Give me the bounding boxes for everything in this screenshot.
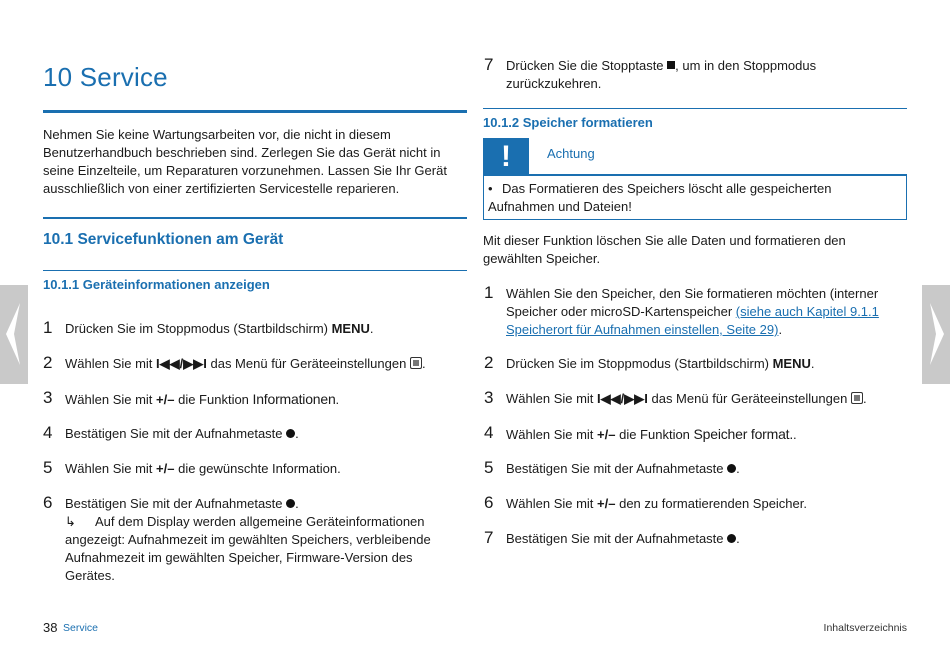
step-1: 1 Drücken Sie im Stoppmodus (Startbildschirm) MENU.	[43, 318, 374, 337]
previous-page-button[interactable]	[0, 285, 28, 384]
settings-icon	[410, 357, 422, 369]
format-step-5: 5 Bestätigen Sie mit der Aufnahmetaste .	[484, 458, 740, 477]
next-page-button[interactable]	[922, 285, 950, 384]
step-7-stop: 7 Drücken Sie die Stopptaste , um in den Stoppmodus zurückzukehren.	[484, 55, 817, 91]
subsection-rule-format	[483, 108, 907, 109]
record-button-icon	[286, 429, 295, 438]
format-step-1: 1 Wählen Sie den Speicher, den Sie formatieren möchten (interner Speicher oder microSD-Kartenspeicher (siehe auch Kapitel 9.1.1 Speicherort für Aufnahmen einstellen, Seite 29).	[484, 283, 879, 337]
format-step-3: 3 Wählen Sie mit I◀◀/▶▶I das Menü für Geräteeinstellungen .	[484, 388, 867, 407]
warning-title: Achtung	[547, 146, 595, 161]
chevron-left-icon	[0, 285, 28, 384]
chevron-right-icon	[922, 285, 950, 384]
settings-icon	[851, 392, 863, 404]
format-intro: Mit dieser Funktion löschen Sie alle Daten und formatieren den gewählten Speicher.	[483, 233, 846, 266]
stop-button-icon	[667, 61, 675, 69]
warning-text: • Das Formatieren des Speichers löscht alle gespeicherten Aufnahmen und Dateien!	[488, 181, 832, 214]
chapter-rule	[43, 110, 467, 113]
record-button-icon	[727, 534, 736, 543]
page-number: 38	[43, 620, 58, 635]
page-section-label: Service	[63, 622, 99, 634]
record-button-icon	[727, 464, 736, 473]
subsection-title-info: 10.1.1 Geräteinformationen anzeigen	[43, 277, 270, 292]
step-6-result: ↳ Auf dem Display werden allgemeine Geräteinformationen angezeigt: Aufnahmezeit im gewählten Speichers, verbleibende Aufnahmezeit im gewählten Speicher, Firmware-Version des Gerätes.	[65, 514, 431, 583]
section-title: 10.1 Servicefunktionen am Gerät	[43, 231, 284, 248]
format-step-7: 7 Bestätigen Sie mit der Aufnahmetaste .	[484, 528, 740, 547]
subsection-title-format: 10.1.2 Speicher formatieren	[483, 115, 653, 130]
intro-paragraph: Nehmen Sie keine Wartungsarbeiten vor, die nicht in diesem Benutzerhandbuch beschrieben sind. Zerlegen Sie das Gerät nicht in seine Einzelteile, um Reparaturen vorzunehmen. Lassen Sie Ihr Gerät ausschließlich von einer zertifizierten Servicestelle reparieren.	[43, 127, 447, 196]
step-5: 5 Wählen Sie mit +/– die gewünschte Information.	[43, 458, 341, 477]
step-3: 3 Wählen Sie mit +/– die Funktion Informationen.	[43, 388, 340, 407]
format-step-4: 4 Wählen Sie mit +/– die Funktion Speicher format..	[484, 423, 797, 442]
step-4: 4 Bestätigen Sie mit der Aufnahmetaste .	[43, 423, 299, 442]
record-button-icon	[286, 499, 295, 508]
result-arrow-icon: ↳	[65, 514, 76, 529]
toc-link[interactable]: Inhaltsverzeichnis	[823, 622, 907, 634]
subsection-rule	[43, 270, 467, 271]
warning-icon: !	[483, 138, 529, 175]
format-step-2: 2 Drücken Sie im Stoppmodus (Startbildschirm) MENU.	[484, 353, 815, 372]
step-2: 2 Wählen Sie mit I◀◀/▶▶I das Menü für Geräteeinstellungen .	[43, 353, 426, 372]
format-step-6: 6 Wählen Sie mit +/– den zu formatierenden Speicher.	[484, 493, 807, 512]
cross-reference-link[interactable]: (siehe auch Kapitel 9.1.1 Speicherort für Aufnahmen einstellen, Seite 29)	[506, 304, 879, 337]
chapter-title: 10 Service	[43, 62, 168, 92]
section-rule	[43, 217, 467, 219]
step-6: 6 Bestätigen Sie mit der Aufnahmetaste . ↳ Auf dem Display werden allgemeine Geräteinformationen angezeigt: Aufnahmezeit im gewählten Speichers, verbleibende Aufnahmezeit im gewählten Speicher, Firmware-Version des Gerätes.	[65, 495, 450, 585]
